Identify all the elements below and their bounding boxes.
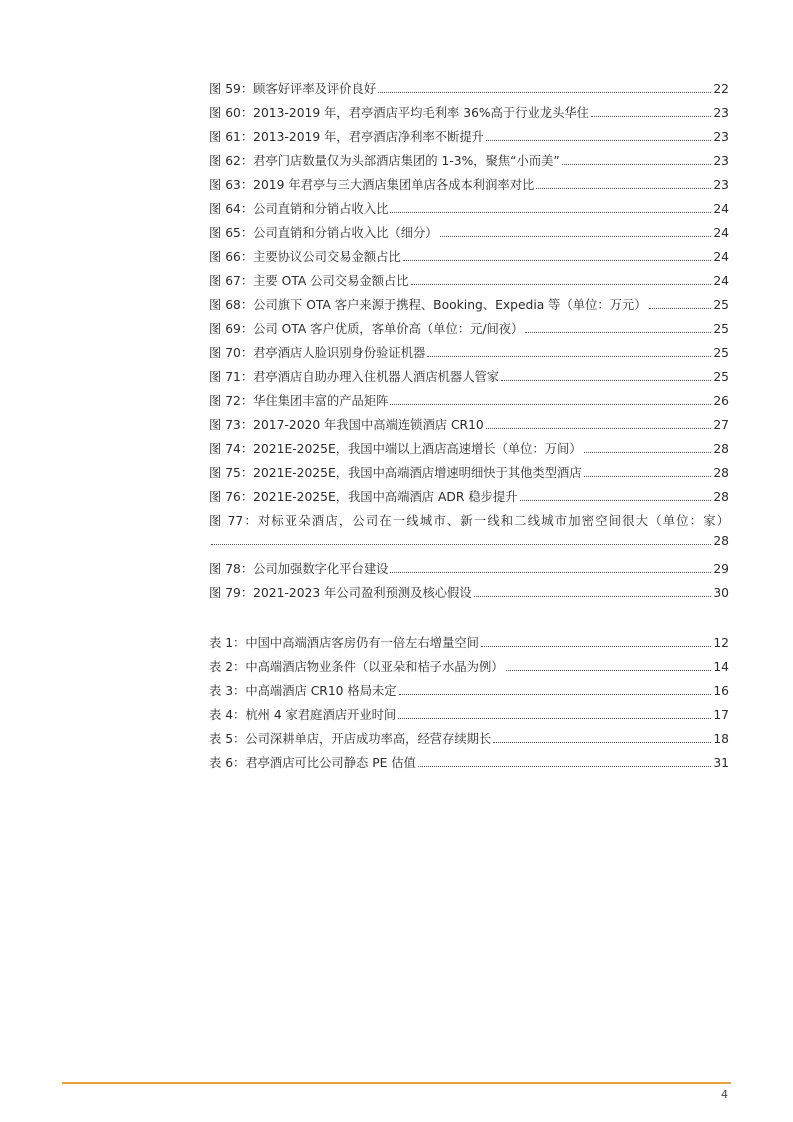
dot-leader [403, 259, 712, 261]
dot-leader [584, 475, 712, 477]
toc-entry[interactable] [209, 652, 729, 676]
dot-leader [493, 741, 711, 743]
dot-leader [520, 499, 712, 501]
toc-entry-page: 23 [713, 178, 729, 192]
toc-entry-label: 图 78：公司加强数字化平台建设 [209, 562, 389, 576]
toc-entry-page: 22 [713, 82, 729, 96]
toc-entry-label: 图 65：公司直销和分销占收入比（细分） [209, 226, 438, 240]
dot-leader [584, 451, 712, 453]
toc-entry[interactable] [209, 338, 729, 362]
dot-leader [481, 645, 711, 647]
toc-entry-page: 24 [713, 202, 729, 216]
dot-leader [501, 379, 711, 381]
toc-entry-page: 12 [713, 636, 729, 650]
toc-entry-label: 表 6：君亭酒店可比公司静态 PE 估值 [209, 756, 416, 770]
dot-leader [398, 717, 711, 719]
toc-entry-page: 25 [713, 346, 729, 360]
toc-entry-page: 30 [713, 586, 729, 600]
toc-entry-label: 图 75：2021E-2025E，我国中高端酒店增速明细快于其他类型酒店 [209, 466, 582, 480]
toc-entry-label: 表 4：杭州 4 家君庭酒店开业时间 [209, 708, 397, 722]
toc-entry[interactable] [209, 724, 729, 748]
dot-leader [411, 283, 712, 285]
dot-leader [506, 669, 712, 671]
dot-leader [211, 543, 711, 545]
toc-entry-label: 图 77：对标亚朵酒店，公司在一线城市、新一线和二线城市加密空间很大（单位：家） [209, 514, 729, 528]
toc-entry-page: 25 [713, 370, 729, 384]
toc-entry[interactable] [209, 362, 729, 386]
toc-entry[interactable] [209, 700, 729, 724]
dot-leader [486, 139, 711, 141]
toc-entry-page: 17 [713, 708, 729, 722]
toc-entry[interactable] [209, 98, 729, 122]
toc-entry-label: 图 66：主要协议公司交易金额占比 [209, 250, 401, 264]
toc-entry-page: 29 [713, 562, 729, 576]
toc-entry[interactable] [209, 458, 729, 482]
toc-entry[interactable] [209, 434, 729, 458]
dot-leader [440, 235, 712, 237]
toc-entry-label: 表 2：中高端酒店物业条件（以亚朵和桔子水晶为例） [209, 660, 504, 674]
toc-entry-page: 26 [713, 394, 729, 408]
toc-entry-page: 23 [713, 130, 729, 144]
toc-entry[interactable] [209, 748, 729, 772]
toc-entry-page: 14 [713, 660, 729, 674]
toc-entry-label: 图 70：君亭酒店人脸识别身份验证机器 [209, 346, 426, 360]
toc-entry-label: 图 67：主要 OTA 公司交易金额占比 [209, 274, 409, 288]
toc-entry-label: 图 71：君亭酒店自助办理入住机器人酒店机器人管家 [209, 370, 500, 384]
dot-leader [378, 91, 711, 93]
toc-entry-page: 24 [713, 250, 729, 264]
dot-leader [486, 427, 712, 429]
toc-entry-page: 23 [713, 106, 729, 120]
table-list [209, 628, 729, 772]
toc-entry-page: 25 [713, 298, 729, 312]
dot-leader [418, 765, 711, 767]
page-number: 4 [721, 1088, 728, 1101]
toc-entry-label: 图 60：2013-2019 年，君亭酒店平均毛利率 36%高于行业龙头华住 [209, 106, 589, 120]
toc-entry-wrapped[interactable] [209, 506, 729, 554]
dot-leader [649, 307, 712, 309]
toc-entry-label: 图 79：2021-2023 年公司盈利预测及核心假设 [209, 586, 472, 600]
toc-entry-page: 25 [713, 322, 729, 336]
toc-entry-page: 28 [713, 466, 729, 480]
dot-leader [591, 115, 711, 117]
dot-leader [525, 331, 711, 333]
figure-list [209, 74, 729, 602]
toc-entry-label: 图 68：公司旗下 OTA 客户来源于携程、Booking、Expedia 等（单位：万元） [209, 298, 647, 312]
toc-entry[interactable] [209, 554, 729, 578]
dot-leader [390, 211, 711, 213]
toc-entry[interactable] [209, 122, 729, 146]
toc-entry-label: 图 73：2017-2020 年我国中高端连锁酒店 CR10 [209, 418, 484, 432]
toc-entry[interactable] [209, 628, 729, 652]
toc-entry[interactable] [209, 218, 729, 242]
toc-entry[interactable] [209, 290, 729, 314]
dot-leader [536, 187, 711, 189]
toc-entry-page: 27 [713, 418, 729, 432]
dot-leader [390, 403, 711, 405]
toc-entry-page: 16 [713, 684, 729, 698]
dot-leader [474, 595, 712, 597]
toc-entry-label: 图 59：顾客好评率及评价良好 [209, 82, 377, 96]
toc-entry[interactable] [209, 266, 729, 290]
toc-entry-label: 图 74：2021E-2025E，我国中端以上酒店高速增长（单位：万间） [209, 442, 582, 456]
toc-entry-label: 表 1：中国中高端酒店客房仍有一倍左右增量空间 [209, 636, 479, 650]
dot-leader [562, 163, 712, 165]
toc-entry[interactable] [209, 74, 729, 98]
dot-leader [399, 693, 712, 695]
toc-entry-label: 图 64：公司直销和分销占收入比 [209, 202, 389, 216]
toc-entry-page: 24 [713, 274, 729, 288]
toc-entry[interactable] [209, 386, 729, 410]
toc-entry[interactable] [209, 314, 729, 338]
toc-entry[interactable] [209, 578, 729, 602]
dot-leader [390, 571, 711, 573]
toc-entry-label: 图 63：2019 年君亭与三大酒店集团单店各成本利润率对比 [209, 178, 535, 192]
toc-entry-label: 图 72：华住集团丰富的产品矩阵 [209, 394, 389, 408]
toc-entry-label: 图 61：2013-2019 年，君亭酒店净利率不断提升 [209, 130, 484, 144]
toc-entry[interactable] [209, 676, 729, 700]
toc-entry-page: 28 [713, 490, 729, 504]
toc-entry-page: 28 [713, 442, 729, 456]
toc-entry-leader-line [209, 530, 729, 550]
toc-entry-label: 图 69：公司 OTA 客户优质，客单价高（单位：元/间夜） [209, 322, 524, 336]
toc-entry[interactable] [209, 482, 729, 506]
toc-entry-label: 图 76：2021E-2025E，我国中高端酒店 ADR 稳步提升 [209, 490, 518, 504]
toc-entry[interactable] [209, 194, 729, 218]
toc-entry-page: 18 [713, 732, 729, 746]
toc-entry-label: 图 62：君亭门店数量仅为头部酒店集团的 1-3%，聚焦“小而美” [209, 154, 560, 168]
toc-entry-label: 表 3：中高端酒店 CR10 格局未定 [209, 684, 397, 698]
dot-leader [427, 355, 711, 357]
toc-entry-page: 23 [713, 154, 729, 168]
footer-rule [62, 1082, 731, 1084]
toc-entry[interactable] [209, 170, 729, 194]
toc-entry-page: 24 [713, 226, 729, 240]
toc-entry-page: 31 [713, 756, 729, 770]
toc-entry-label: 表 5：公司深耕单店，开店成功率高，经营存续期长 [209, 732, 492, 746]
toc-entry-page: 28 [713, 534, 729, 548]
toc-entry[interactable] [209, 242, 729, 266]
toc-entry[interactable] [209, 146, 729, 170]
toc-entry[interactable] [209, 410, 729, 434]
